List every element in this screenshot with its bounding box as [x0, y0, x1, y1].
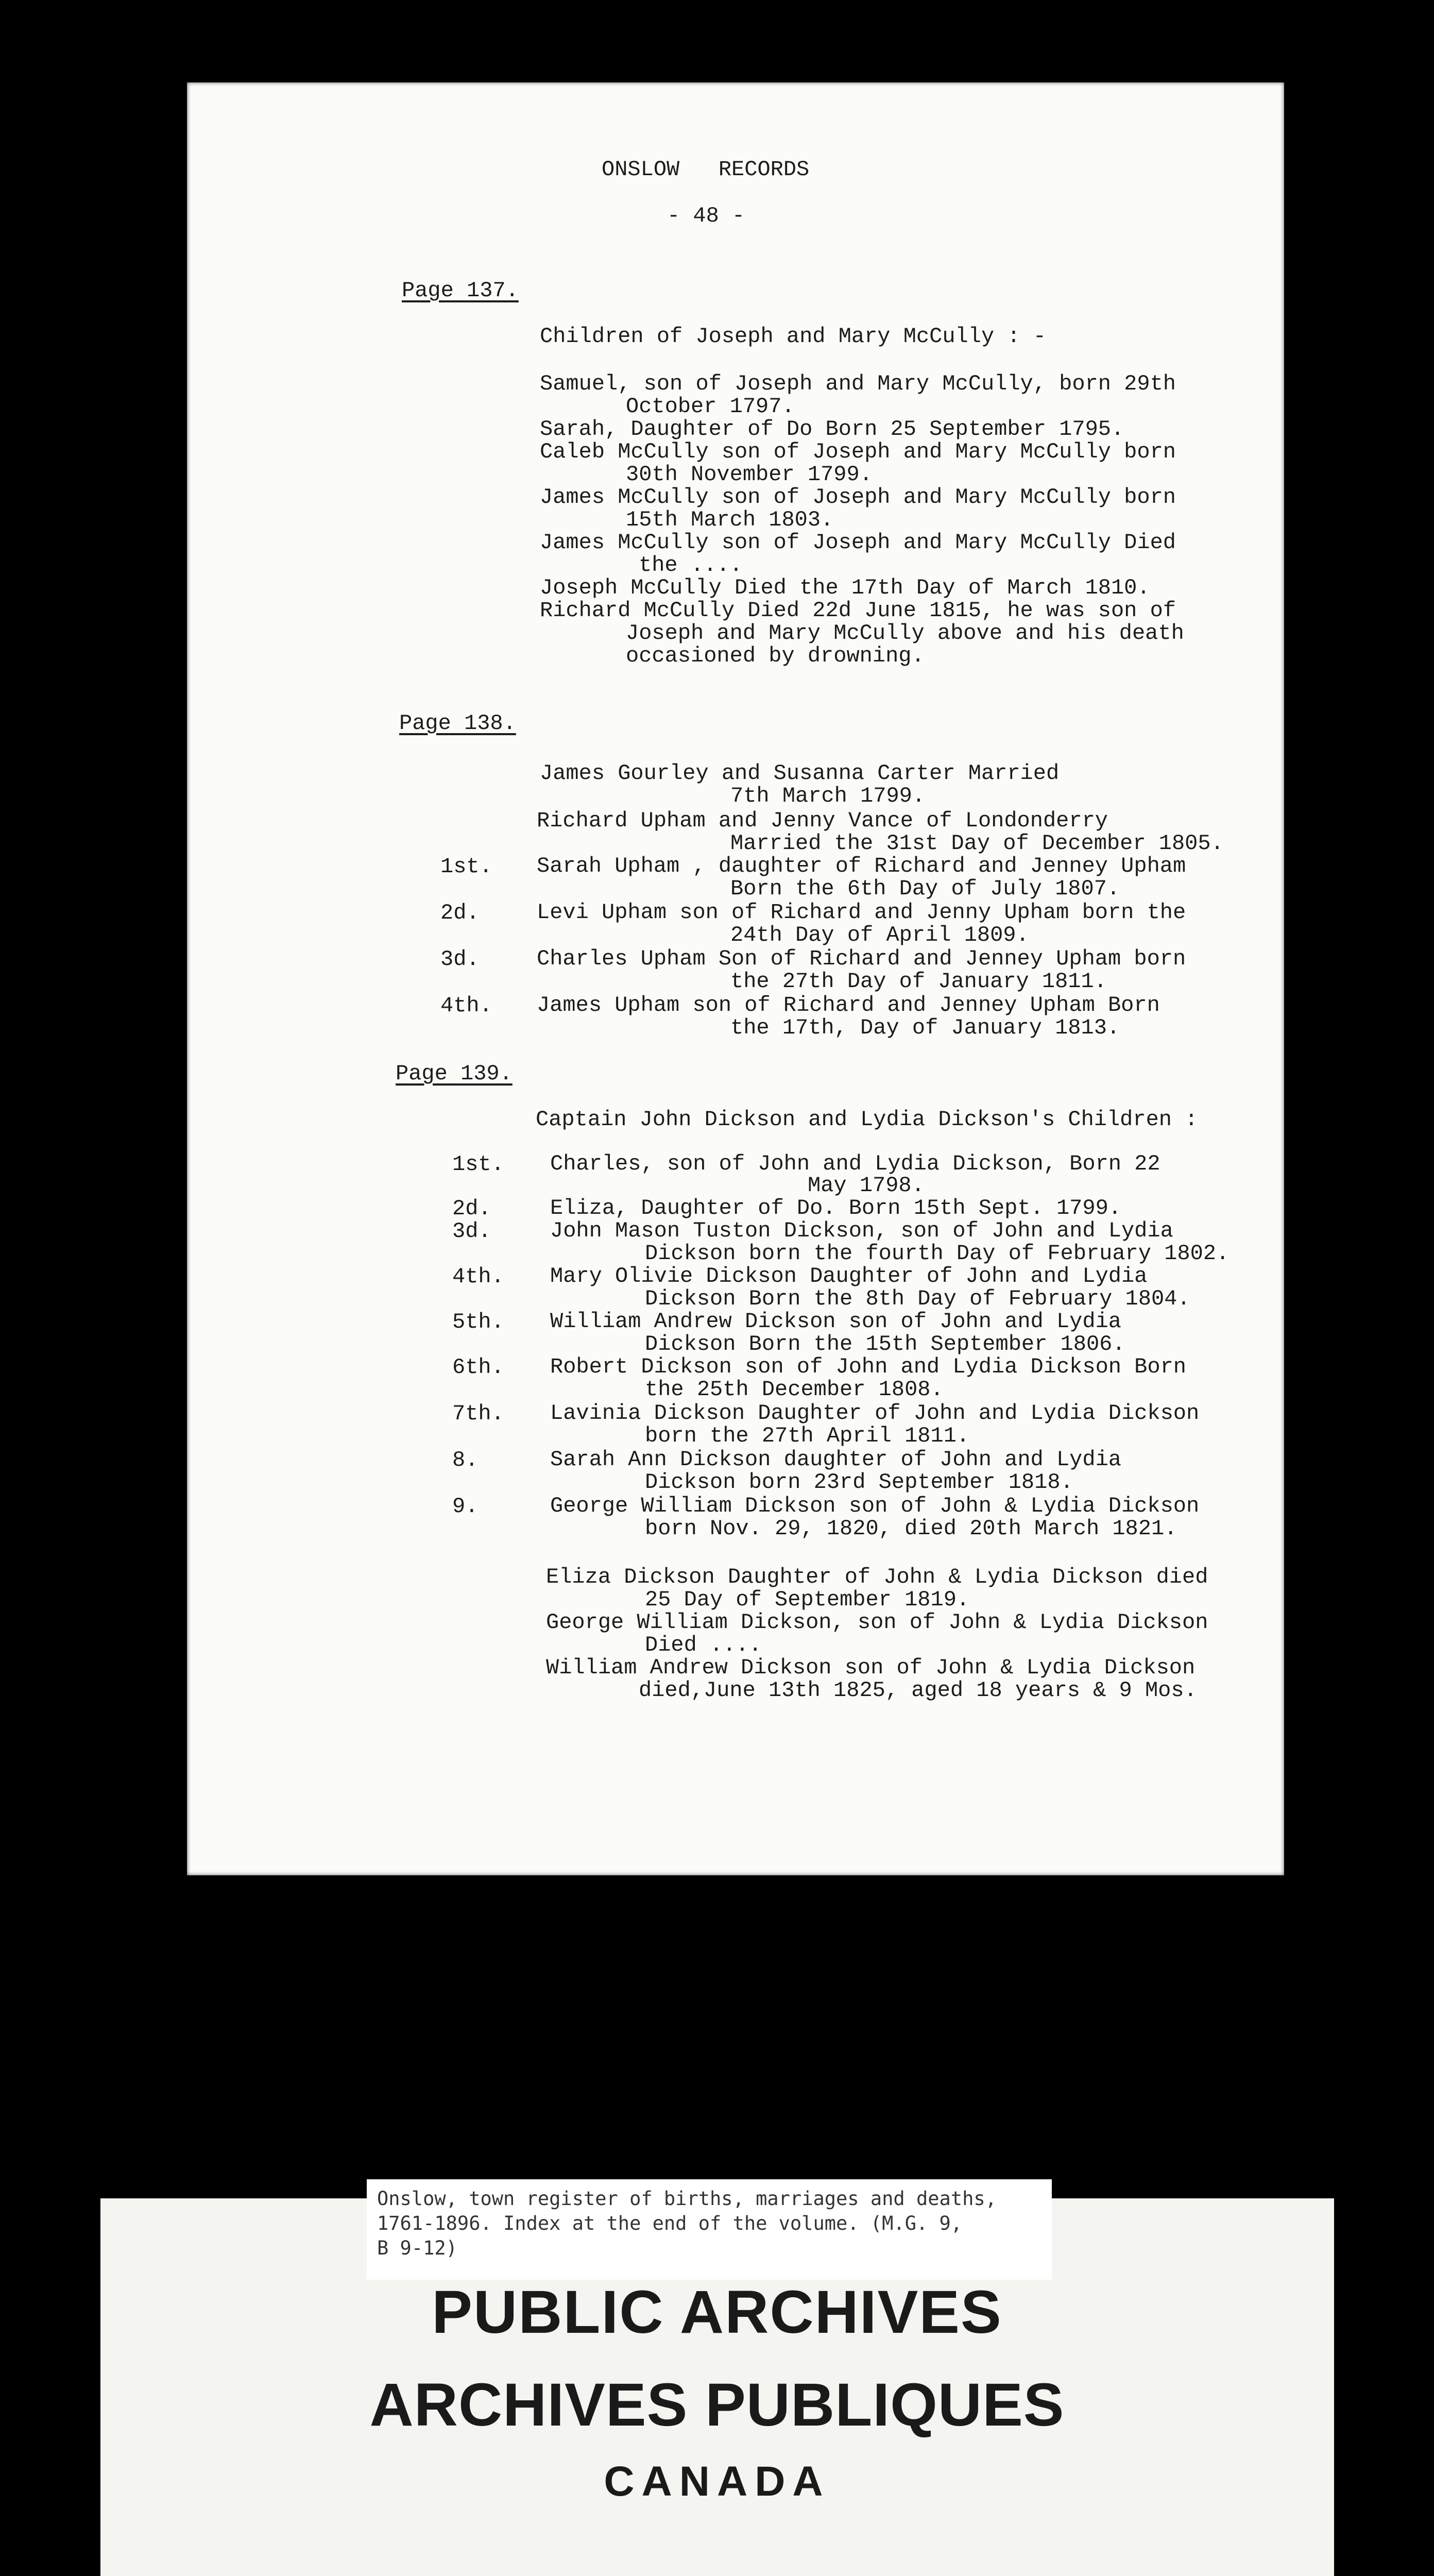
p138-line: 24th Day of April 1809. [730, 923, 1029, 947]
catalog-label-line: Onslow, town register of births, marriages and deaths, [377, 2188, 997, 2210]
p138-line: Sarah Upham , daughter of Richard and Jenney Upham [537, 854, 1186, 878]
p139-number: 7th. [452, 1401, 504, 1426]
catalog-label [367, 2179, 1052, 2280]
p139-death-line: 25 Day of September 1819. [645, 1587, 970, 1612]
p137-line: James McCully son of Joseph and Mary McCully Died [540, 530, 1176, 555]
p138-number: 1st. [440, 854, 492, 879]
p138-number: 4th. [440, 993, 492, 1018]
p139-line: born the 27th April 1811. [645, 1423, 970, 1448]
p139-line: Eliza, Daughter of Do. Born 15th Sept. 1799. [550, 1196, 1121, 1221]
p139-line: the 25th December 1808. [645, 1377, 944, 1402]
p139-line: Sarah Ann Dickson daughter of John and Lydia [550, 1447, 1121, 1472]
p139-line: Lavinia Dickson Daughter of John and Lydia Dickson [550, 1401, 1200, 1426]
p139-heading: Captain John Dickson and Lydia Dickson's Children : [536, 1107, 1198, 1132]
p137-line: October 1797. [626, 394, 795, 419]
p139-line: George William Dickson son of John & Lydia Dickson [550, 1494, 1200, 1518]
p138-line: James Upham son of Richard and Jenney Upham Born [537, 993, 1160, 1018]
p138-line: Levi Upham son of Richard and Jenny Upham born the [537, 900, 1186, 925]
p138-line: 7th March 1799. [730, 784, 926, 808]
p138-number: 3d. [440, 947, 480, 972]
p137-line: Joseph McCully Died the 17th Day of March 1810. [540, 575, 1150, 600]
p139-number: 4th. [452, 1264, 504, 1289]
p137-line: 30th November 1799. [626, 462, 873, 487]
p139-number: 1st. [452, 1152, 504, 1177]
p139-number: 3d. [452, 1219, 491, 1244]
public-archives-title: PUBLIC ARCHIVES [432, 2278, 1002, 2346]
p139-line: John Mason Tuston Dickson, son of John and Lydia [550, 1218, 1173, 1243]
p139-number: 6th. [452, 1355, 504, 1380]
p137-line: Samuel, son of Joseph and Mary McCully, born 29th [540, 371, 1176, 396]
p138-line: the 27th Day of January 1811. [730, 969, 1107, 994]
p137-line: 15th March 1803. [626, 507, 834, 532]
records-title: ONSLOW RECORDS [602, 157, 810, 182]
page-number: - 48 - [667, 204, 745, 228]
p139-number: 2d. [452, 1196, 491, 1221]
p139-line: Dickson Born the 15th September 1806. [645, 1332, 1125, 1357]
p139-line: born Nov. 29, 1820, died 20th March 1821. [645, 1516, 1177, 1541]
p139-death-line: Died .... [645, 1633, 762, 1657]
p139-number: 5th. [452, 1310, 504, 1334]
p139-line: Dickson Born the 8th Day of February 1804. [645, 1286, 1190, 1311]
catalog-label-line: B 9-12) [377, 2237, 457, 2259]
p138-line: Charles Upham Son of Richard and Jenney Upham born [537, 946, 1186, 971]
p137-line: Sarah, Daughter of Do Born 25 September 1795. [540, 417, 1124, 442]
p139-line: Dickson born 23rd September 1818. [645, 1470, 1073, 1495]
p139-line: Mary Olivie Dickson Daughter of John and Lydia [550, 1264, 1148, 1289]
p139-number: 8. [452, 1448, 479, 1472]
p139-death-line: George William Dickson, son of John & Lydia Dickson [546, 1610, 1208, 1635]
p138-line: Born the 6th Day of July 1807. [730, 876, 1120, 901]
p139-death-line: William Andrew Dickson son of John & Lydia Dickson [546, 1655, 1196, 1680]
canada-title: CANADA [604, 2458, 830, 2505]
archives-publiques-title: ARCHIVES PUBLIQUES [369, 2371, 1065, 2439]
p139-line: William Andrew Dickson son of John and Lydia [550, 1309, 1121, 1334]
p139-line: Dickson born the fourth Day of February 1802. [645, 1241, 1230, 1266]
p138-number: 2d. [440, 901, 480, 925]
p137-line: the .... [639, 553, 743, 578]
p137-heading: Children of Joseph and Mary McCully : - [540, 324, 1046, 349]
p138-line: James Gourley and Susanna Carter Married [540, 761, 1060, 786]
p138-line: the 17th, Day of January 1813. [730, 1015, 1120, 1040]
p137-line: Caleb McCully son of Joseph and Mary McCully born [540, 439, 1176, 464]
page-138-ref: Page 138. [399, 711, 516, 736]
p138-line: Richard Upham and Jenny Vance of Londonderry [537, 808, 1108, 833]
p137-line: Richard McCully Died 22d June 1815, he was son of [540, 598, 1176, 623]
p138-line: Married the 31st Day of December 1805. [730, 831, 1224, 856]
p139-line: Robert Dickson son of John and Lydia Dickson Born [550, 1354, 1187, 1379]
p139-number: 9. [452, 1494, 479, 1519]
p137-line: James McCully son of Joseph and Mary McCully born [540, 485, 1176, 510]
p137-line: occasioned by drowning. [626, 643, 925, 668]
page-139-ref: Page 139. [396, 1061, 513, 1086]
p139-death-line: Eliza Dickson Daughter of John & Lydia Dickson died [546, 1565, 1208, 1589]
catalog-label-line: 1761-1896. Index at the end of the volume. (M.G. 9, [377, 2212, 963, 2234]
p139-line: Charles, son of John and Lydia Dickson, Born 22 [550, 1151, 1160, 1176]
page-137-ref: Page 137. [402, 278, 519, 303]
p137-line: Joseph and Mary McCully above and his death [626, 621, 1184, 646]
p139-death-line: died,June 13th 1825, aged 18 years & 9 Mos. [639, 1678, 1197, 1703]
p139-line: May 1798. [808, 1173, 925, 1198]
